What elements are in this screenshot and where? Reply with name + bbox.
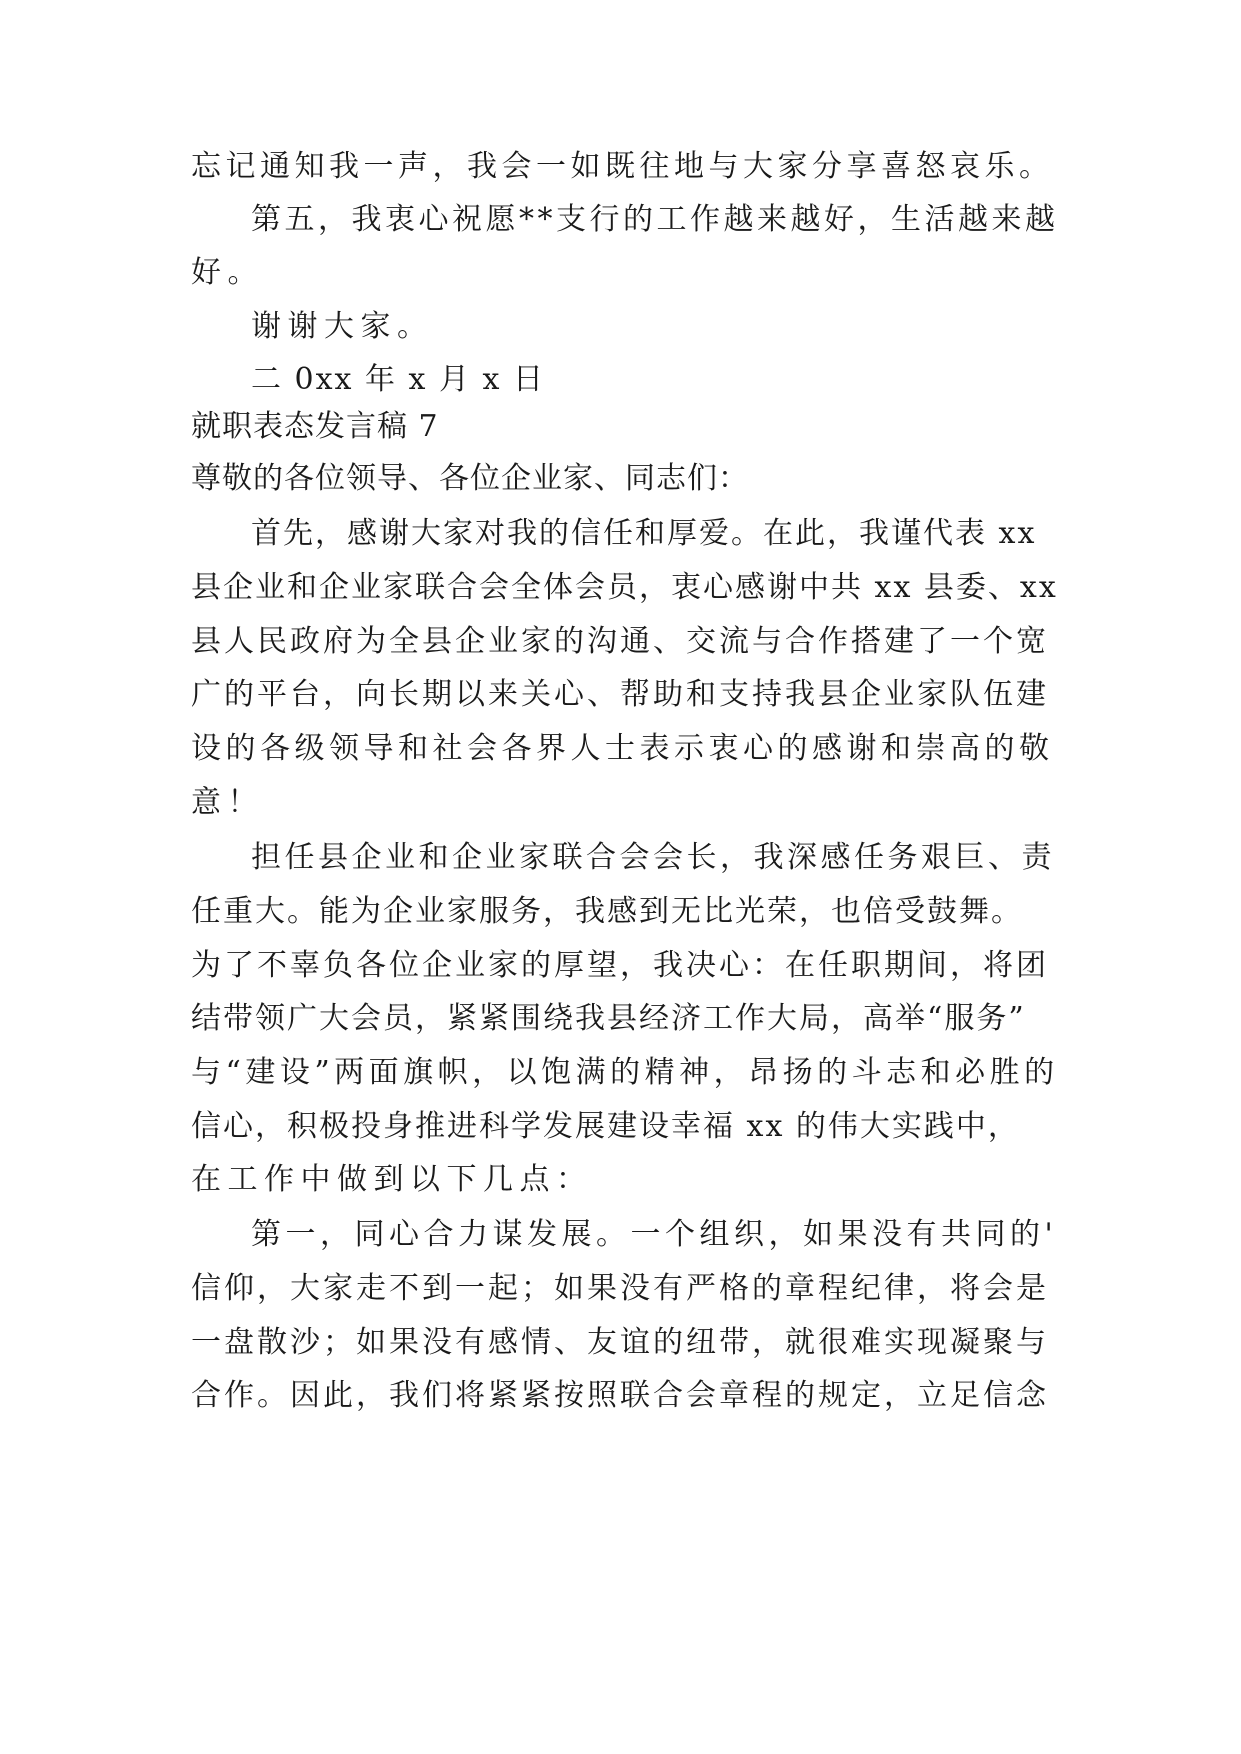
text-line: 担任县企业和企业家联合会会长，我深感任务艰巨、责 — [251, 840, 1055, 875]
text-line: 合作。因此，我们将紧紧按照联合会章程的规定，立足信念 — [191, 1378, 1049, 1413]
text-line: 与“建设”两面旗帜，以饱满的精神，昂扬的斗志和必胜的 — [191, 1055, 1059, 1090]
text-line: 一盘散沙；如果没有感情、友谊的纽带，就很难实现凝聚与 — [191, 1325, 1049, 1360]
text-line: 意！ — [191, 785, 264, 820]
text-line: 县人民政府为全县企业家的沟通、交流与合作搭建了一个宽 — [191, 624, 1049, 659]
text-line: 首先，感谢大家对我的信任和厚爱。在此，我谨代表 xx — [251, 516, 1037, 551]
text-line: 好。 — [191, 255, 264, 290]
salutation: 尊敬的各位领导、各位企业家、同志们： — [191, 461, 749, 496]
date-line: 二 0xx 年 x 月 x 日 — [251, 362, 545, 397]
text-line: 谢谢大家。 — [251, 309, 434, 344]
text-line: 第五，我衷心祝愿**支行的工作越来越好，生活越来越 — [251, 202, 1059, 237]
text-line: 第一，同心合力谋发展。一个组织，如果没有共同的' — [251, 1217, 1058, 1252]
text-line: 结带领广大会员，紧紧围绕我县经济工作大局，高举“服务” — [191, 1001, 1026, 1036]
section-title: 就职表态发言稿 7 — [191, 409, 439, 444]
text-line: 为了不辜负各位企业家的厚望，我决心：在任职期间，将团 — [191, 948, 1049, 983]
text-line: 信心，积极投身推进科学发展建设幸福 xx 的伟大实践中， — [191, 1109, 1020, 1144]
text-line: 在工作中做到以下几点： — [191, 1162, 593, 1197]
text-line: 任重大。能为企业家服务，我感到无比光荣，也倍受鼓舞。 — [191, 894, 1023, 929]
text-line: 设的各级领导和社会各界人士表示衷心的感谢和崇高的敬 — [191, 731, 1054, 766]
text-line: 忘记通知我一声，我会一如既往地与大家分享喜怒哀乐。 — [191, 149, 1054, 184]
text-line: 信仰，大家走不到一起；如果没有严格的章程纪律，将会是 — [191, 1271, 1049, 1306]
text-line: 县企业和企业家联合会全体会员，衷心感谢中共 xx 县委、xx — [191, 570, 1058, 605]
text-line: 广的平台，向长期以来关心、帮助和支持我县企业家队伍建 — [191, 677, 1049, 712]
